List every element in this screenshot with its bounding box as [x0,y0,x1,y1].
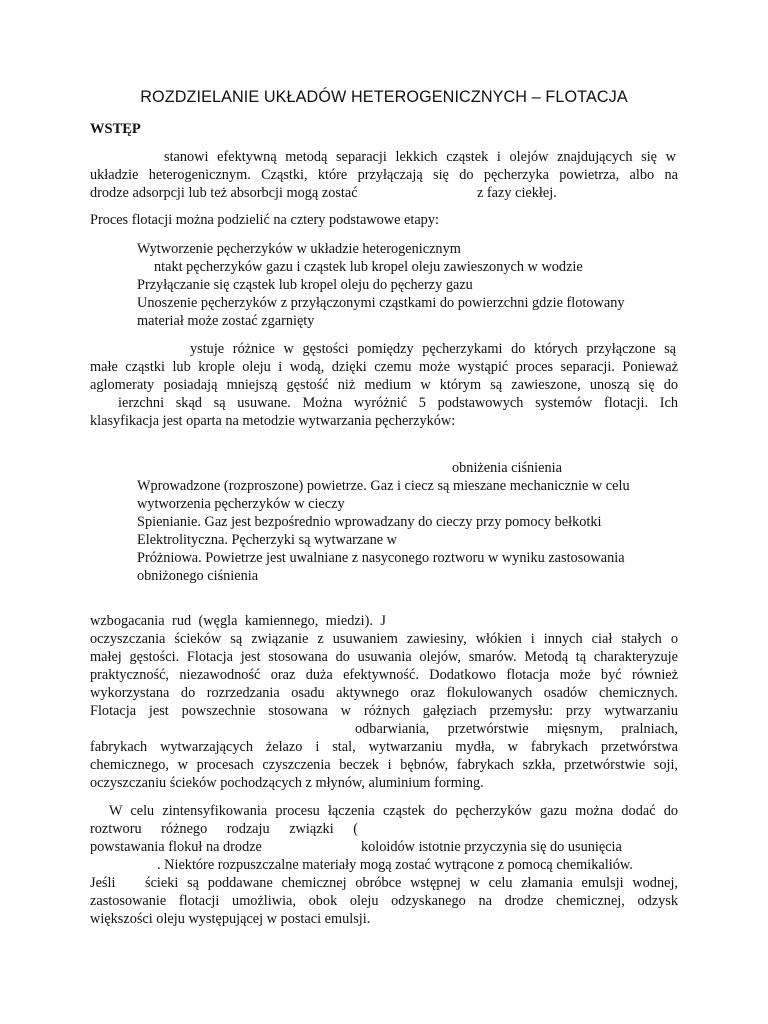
para3-line-7: odbarwiania, przetwórstwie mięsnym, pralniach, [355,721,678,737]
intro-line-2: układzie heterogenicznym. Cząstki, które przyłączają się do pęcherzyka powietrza, albo na [90,167,678,183]
para2-line-5: klasyfikacja jest oparta na metodzie wytwarzania pęcherzyków: [90,413,456,429]
stage-item-3: Przyłączanie się cząstek lub kropel oleju do pęcherzy gazu [137,277,473,293]
intro-line-3b: z fazy ciekłej. [477,185,557,201]
para4-line-3a: powstawania flokuł na drodze [90,839,262,855]
section-heading: WSTĘP [90,121,141,137]
para4-line-3b: koloidów istotnie przyczynia się do usunięcia [361,839,622,855]
para4-line-5b: ścieki są poddawane chemicznej obróbce wstępnej w celu złamania emulsji wodnej, [145,875,678,891]
para4-line-2: roztworu różnego rodzaju związki ( [90,821,358,837]
para3-line-4: praktyczność, niezawodność oraz duża efektywność. Dodatkowo flotacja może być również [90,667,678,683]
para3-line-9: chemicznego, w procesach czyszczenia beczek i bębnów, fabrykach szkła, przetwórstwie soji, [90,757,678,773]
stage-item-1: Wytworzenie pęcherzyków w układzie heterogenicznym [137,241,461,257]
system-item-4a: Próżniowa. Powietrze jest uwalniane z nasyconego roztworu w wyniku zastosowania [137,550,625,566]
para3-line-8: fabrykach wytwarzających żelazo i stal, wytwarzaniu mydła, w fabrykach przetwórstwa [90,739,678,755]
para2-line-4: ierzchni skąd są usuwane. Można wyróżnić 5 podstawowych systemów flotacji. Ich [118,395,678,411]
document-title: ROZDZIELANIE UKŁADÓW HETEROGENICZNYCH – FLOTACJA [140,88,628,106]
para3-line-3: małej gęstości. Flotacja jest stosowana do usuwania olejów, smarów. Metodą tą charakteryzuje [90,649,678,665]
system-item-3: Elektrolityczna. Pęcherzyki są wytwarzane w [137,532,398,548]
system-item-1a: Wprowadzone (rozproszone) powietrze. Gaz i ciecz są mieszane mechanicznie w celu [137,478,630,494]
para3-line-2: oczyszczania ścieków są związanie z usuwaniem zawiesiny, włókien i innych ciał stałych o [90,631,678,647]
para4-line-5a: Jeśli [90,875,116,891]
para2-line-1: ystuje różnice w gęstości pomiędzy pęcherzykami do których przyłączone są [190,341,676,357]
para3-line-5: wykorzystana do rozrzedzania osadu aktywnego oraz flokulowanych osadów chemicznych. [90,685,678,701]
stages-intro: Proces flotacji można podzielić na cztery podstawowe etapy: [90,212,439,228]
para2-line-3: aglomeraty posiadają mniejszą gęstość niż medium w którym są zawieszone, unoszą się do [90,377,678,393]
para4-line-6: zastosowanie flotacji umożliwia, obok oleju odzyskanego na drodze chemicznej, odzysk [90,893,678,909]
intro-line-3a: drodze adsorpcji lub też absorbcji mogą zostać [90,185,358,201]
system-item-2: Spienianie. Gaz jest bezpośrednio wprowadzany do cieczy przy pomocy bełkotki [137,514,602,530]
para3-line-10: oczyszczaniu ścieków pochodzących z młynów, aluminium forming. [90,775,484,791]
intro-line-1: stanowi efektywną metodą separacji lekkich cząstek i olejów znajdujących się w [164,149,676,165]
para2-line-2: małe cząstki lub krople oleju i wodą, dzięki czemu może wystąpić proces separacji. Ponieważ [90,359,678,375]
para4-line-7: większości oleju występującej w postaci emulsji. [90,911,371,927]
system-item-0: obniżenia ciśnienia [452,460,562,476]
system-item-1b: wytworzenia pęcherzyków w cieczy [137,496,345,512]
para4-line-1: W celu zintensyfikowania procesu łączenia cząstek do pęcherzyków gazu można dodać do [109,803,678,819]
stage-item-2: ntakt pęcherzyków gazu i cząstek lub kropel oleju zawieszonych w wodzie [154,259,583,275]
para4-line-4: . Niektóre rozpuszczalne materiały mogą zostać wytrącone z pomocą chemikaliów. [157,857,633,873]
para3-line-1: wzbogacania rud (węgla kamiennego, miedzi). J [90,613,386,629]
stage-item-4a: Unoszenie pęcherzyków z przyłączonymi cząstkami do powierzchni gdzie flotowany [137,295,625,311]
stage-item-4b: materiał może zostać zgarnięty [137,313,315,329]
system-item-4b: obniżonego ciśnienia [137,568,259,584]
para3-line-6: Flotacja jest powszechnie stosowana w różnych gałęziach przemysłu: przy wytwarzaniu [90,703,678,719]
